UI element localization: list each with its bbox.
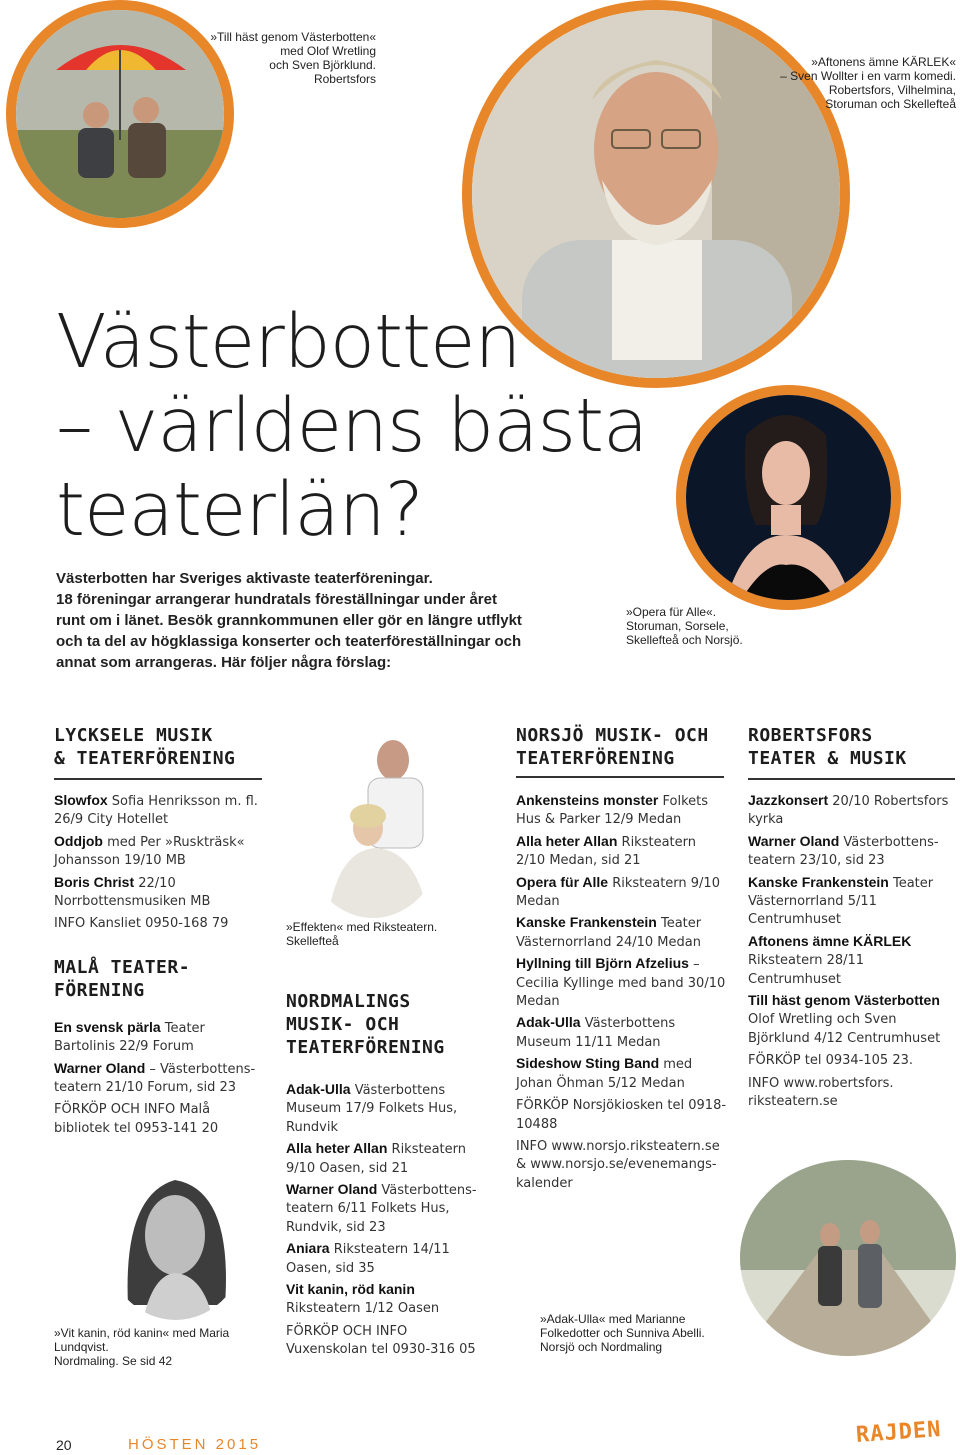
heading-robertsfors: ROBERTSFORS TEATER & MUSIK: [748, 725, 907, 769]
list-item: Vit kanin, röd kanin Riksteatern 1/12 Oasen: [286, 1281, 440, 1317]
info-text: INFO www.norsjo.riksteatern.se & www.norsjo.se/evenemangs-kalender: [516, 1138, 720, 1191]
list-item: Alla heter Allan Riksteatern 9/10 Oasen, sid 21: [286, 1140, 466, 1176]
list-item: Alla heter Allan Riksteatern 2/10 Medan, sid 21: [516, 832, 696, 869]
list-item: Warner Oland Västerbottens-teatern 23/10, sid 23: [748, 832, 939, 869]
list-item: Adak-Ulla Västerbottens Museum 11/11 Medan: [516, 1014, 676, 1050]
photo-maria-lundqvist: [103, 1155, 248, 1320]
column-norsjo: [516, 791, 728, 1193]
list-item: Opera für Alle Riksteatern 9/10 Medan: [516, 873, 720, 910]
heading-lycksele: LYCKSELE MUSIK & TEATERFÖRENING: [54, 725, 236, 769]
heading-nordmaling: NORDMALINGS MUSIK- OCH TEATERFÖRENING: [286, 991, 445, 1058]
info-text: INFO www.robertsfors. riksteatern.se: [748, 1075, 894, 1110]
divider: [748, 778, 955, 780]
list-item: Aniara Riksteatern 14/11 Oasen, sid 35: [286, 1240, 450, 1276]
page-number: 20: [56, 1437, 72, 1453]
caption-vit-kanin: »Vit kanin, röd kanin« med Maria Lundqvist. Nordmaling. Se sid 42: [54, 1326, 230, 1368]
list-item: Adak-Ulla Västerbottens Museum 17/9 Folkets Hus, Rundvik: [286, 1081, 458, 1135]
caption-opera: »Opera für Alle«. Storuman, Sorsele, Skellefteå och Norsjö.: [626, 605, 743, 647]
list-item: En svensk pärla Teater Bartolinis 22/9 Forum: [54, 1018, 205, 1055]
list-item: Slowfox Sofia Henriksson m. fl. 26/9 City Hotellet: [54, 792, 258, 828]
column-lycksele: [54, 791, 269, 1138]
photo-opera-singer: [676, 385, 901, 610]
divider: [516, 776, 724, 778]
list-item: Warner Oland Västerbottens-teatern 6/11 Folkets Hus, Rundvik, sid 23: [286, 1181, 477, 1235]
info-text: FÖRKÖP OCH INFO Malå bibliotek tel 0953-141 20: [54, 1102, 219, 1136]
column-robertsfors: [748, 791, 953, 1112]
list-item: Boris Christ 22/10 Norrbottensmusiken MB: [54, 873, 211, 910]
divider: [54, 778, 262, 780]
list-item: Kanske Frankenstein Teater Västernorrland 5/11 Centrumhuset: [748, 873, 934, 928]
list-item: Ankensteins monster Folkets Hus & Parker 12/9 Medan: [516, 792, 709, 828]
list-item: Oddjob med Per »Ruskträsk« Johansson 19/10 MB: [54, 832, 245, 869]
list-item: Hyllning till Björn Afzelius – Cecilia Kyllinge med band 30/10 Medan: [516, 955, 726, 1010]
heading-norsjo: NORSJÖ MUSIK- OCH TEATERFÖRENING: [516, 725, 709, 769]
info-text: INFO Kansliet 0950-168 79: [54, 916, 229, 932]
caption-till-hast: »Till häst genom Västerbotten« med Olof Wretling och Sven Björklund. Robertsfors: [210, 30, 376, 86]
rajden-logo: RAJDEN: [855, 1417, 943, 1448]
info-text: FÖRKÖP tel 0934-105 23.: [748, 1053, 913, 1069]
issue-label: HÖSTEN 2015: [128, 1436, 262, 1453]
list-item: Kanske Frankenstein Teater Västernorrland 24/10 Medan: [516, 914, 702, 950]
heading-mala: MALÅ TEATER- FÖRENING: [54, 956, 191, 1001]
caption-aftonens-amne: »Aftonens ämne KÄRLEK« – Sven Wollter i en varm komedi. Robertsfors, Vilhelmina, Storuman och Skellefteå: [780, 55, 956, 111]
info-text: FÖRKÖP OCH INFO Vuxenskolan tel 0930-316 05: [286, 1323, 476, 1358]
list-item: Warner Oland – Västerbottens-teatern 21/10 Forum, sid 23: [54, 1059, 256, 1096]
intro-text: Västerbotten har Sveriges aktivaste teaterföreningar. 18 föreningar arrangerar hundratals föreställningar under året runt om i länet. Besök grannkommunen eller gör en längre utflykt och ta del av högklassiga konserter och teaterföreställningar och annat som arrangeras. Här följer några förslag:: [56, 570, 522, 671]
photo-effekten: [298, 728, 448, 918]
list-item: Aftonens ämne KÄRLEK Riksteatern 28/11 Centrumhuset: [748, 932, 912, 987]
page-title: Västerbotten – världens bästa teaterlän?: [56, 299, 648, 553]
caption-adak-ulla: »Adak-Ulla« med Marianne Folkedotter och Sunniva Abelli. Norsjö och Nordmaling: [540, 1312, 705, 1354]
caption-effekten: »Effekten« med Riksteatern. Skellefteå: [286, 920, 438, 948]
list-item: Till häst genom Västerbotten Olof Wretling och Sven Björklund 4/12 Centrumhuset: [748, 992, 941, 1046]
list-item: Jazzkonsert 20/10 Robertsfors kyrka: [748, 792, 949, 828]
list-item: Sideshow Sting Band med Johan Öhman 5/12 Medan: [516, 1055, 693, 1091]
info-text: FÖRKÖP Norsjökiosken tel 0918-10488: [516, 1098, 727, 1132]
photo-adak-ulla: [740, 1160, 956, 1356]
column-nordmaling: [286, 1080, 486, 1360]
